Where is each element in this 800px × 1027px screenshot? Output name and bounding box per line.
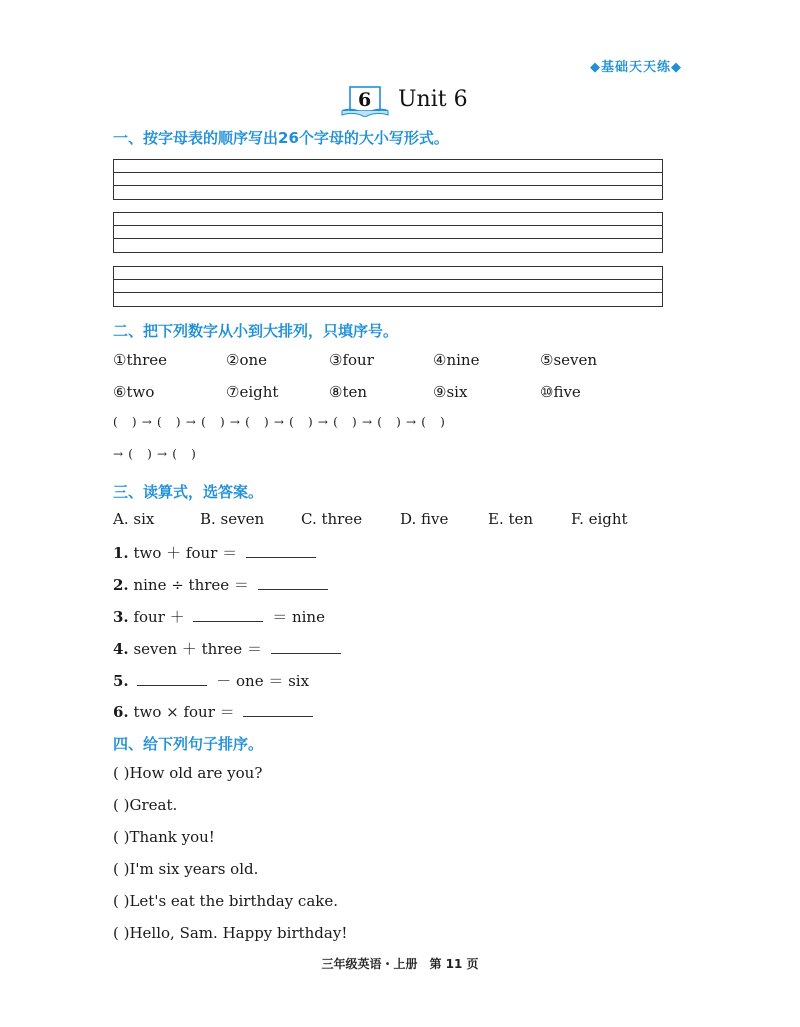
number-word: ⑧ten [329,383,368,401]
number-word: ⑤seven [540,351,598,369]
question-text: ＝ nine [272,608,325,626]
answer-option: F. eight [571,510,628,528]
question-number: 2. [113,576,129,594]
answer-blank[interactable] [258,575,328,590]
question-number: 6. [113,703,129,721]
math-question-2 [113,574,332,595]
sentence-item[interactable]: ( )How old are you? [113,764,263,782]
number-word: ②one [226,351,268,369]
writing-lines-3[interactable] [113,266,663,307]
number-word: ⑦eight [226,383,279,401]
order-answer-line-1[interactable]: ( )→( )→( )→( )→( )→( )→( )→( ) [113,415,451,429]
math-question-1 [113,542,320,563]
page-title: Unit 6 [398,87,468,112]
question-text: two ＋ four ＝ [133,544,238,562]
question-number: 5. [113,672,129,690]
question-number: 4. [113,640,129,658]
question-text: seven ＋ three ＝ [133,640,262,658]
math-question-5 [113,670,309,691]
answer-blank[interactable] [271,639,341,654]
section1-heading: 一、按字母表的顺序写出26个字母的大小写形式。 [113,129,449,147]
order-answer-line-2[interactable]: →( )→( ) [113,447,202,461]
number-word: ①three [113,351,168,369]
math-question-6 [113,701,317,722]
answer-option: B. seven [200,510,265,528]
sentence-item[interactable]: ( )Let's eat the birthday cake. [113,892,338,910]
answer-option: C. three [301,510,363,528]
question-text: four ＋ [133,608,185,626]
page-footer: 三年级英语・上册 第 11 页 [321,957,479,971]
writing-lines-1[interactable] [113,159,663,200]
question-text: nine ÷ three ＝ [133,576,249,594]
sentence-item[interactable]: ( )Great. [113,796,178,814]
header-tag: ◆基础天天练◆ [590,60,682,75]
sentence-item[interactable]: ( )I'm six years old. [113,860,259,878]
sentence-item[interactable]: ( )Thank you! [113,828,215,846]
number-word: ③four [329,351,374,369]
unit-number: 6 [358,89,372,111]
section4-heading: 四、给下列句子排序。 [113,735,264,753]
answer-option: D. five [400,510,449,528]
answer-blank[interactable] [246,543,316,558]
sentence-item[interactable]: ( )Hello, Sam. Happy birthday! [113,924,348,942]
number-word: ⑨six [433,383,468,401]
number-word: ④nine [433,351,480,369]
section2-heading: 二、把下列数字从小到大排列，只填序号。 [113,322,399,340]
answer-blank[interactable] [243,702,313,717]
question-number: 3. [113,608,129,626]
section3-heading: 三、读算式，选答案。 [113,483,264,501]
answer-blank[interactable] [193,607,263,622]
answer-blank[interactable] [137,671,207,686]
math-question-3 [113,606,325,627]
answer-option: A. six [113,510,155,528]
question-text: － one ＝ six [216,672,310,690]
math-question-4 [113,638,345,659]
number-word: ⑩five [540,383,581,401]
answer-option: E. ten [488,510,534,528]
question-text: two × four ＝ [133,703,235,721]
number-word: ⑥two [113,383,155,401]
writing-lines-2[interactable] [113,212,663,253]
question-number: 1. [113,544,129,562]
